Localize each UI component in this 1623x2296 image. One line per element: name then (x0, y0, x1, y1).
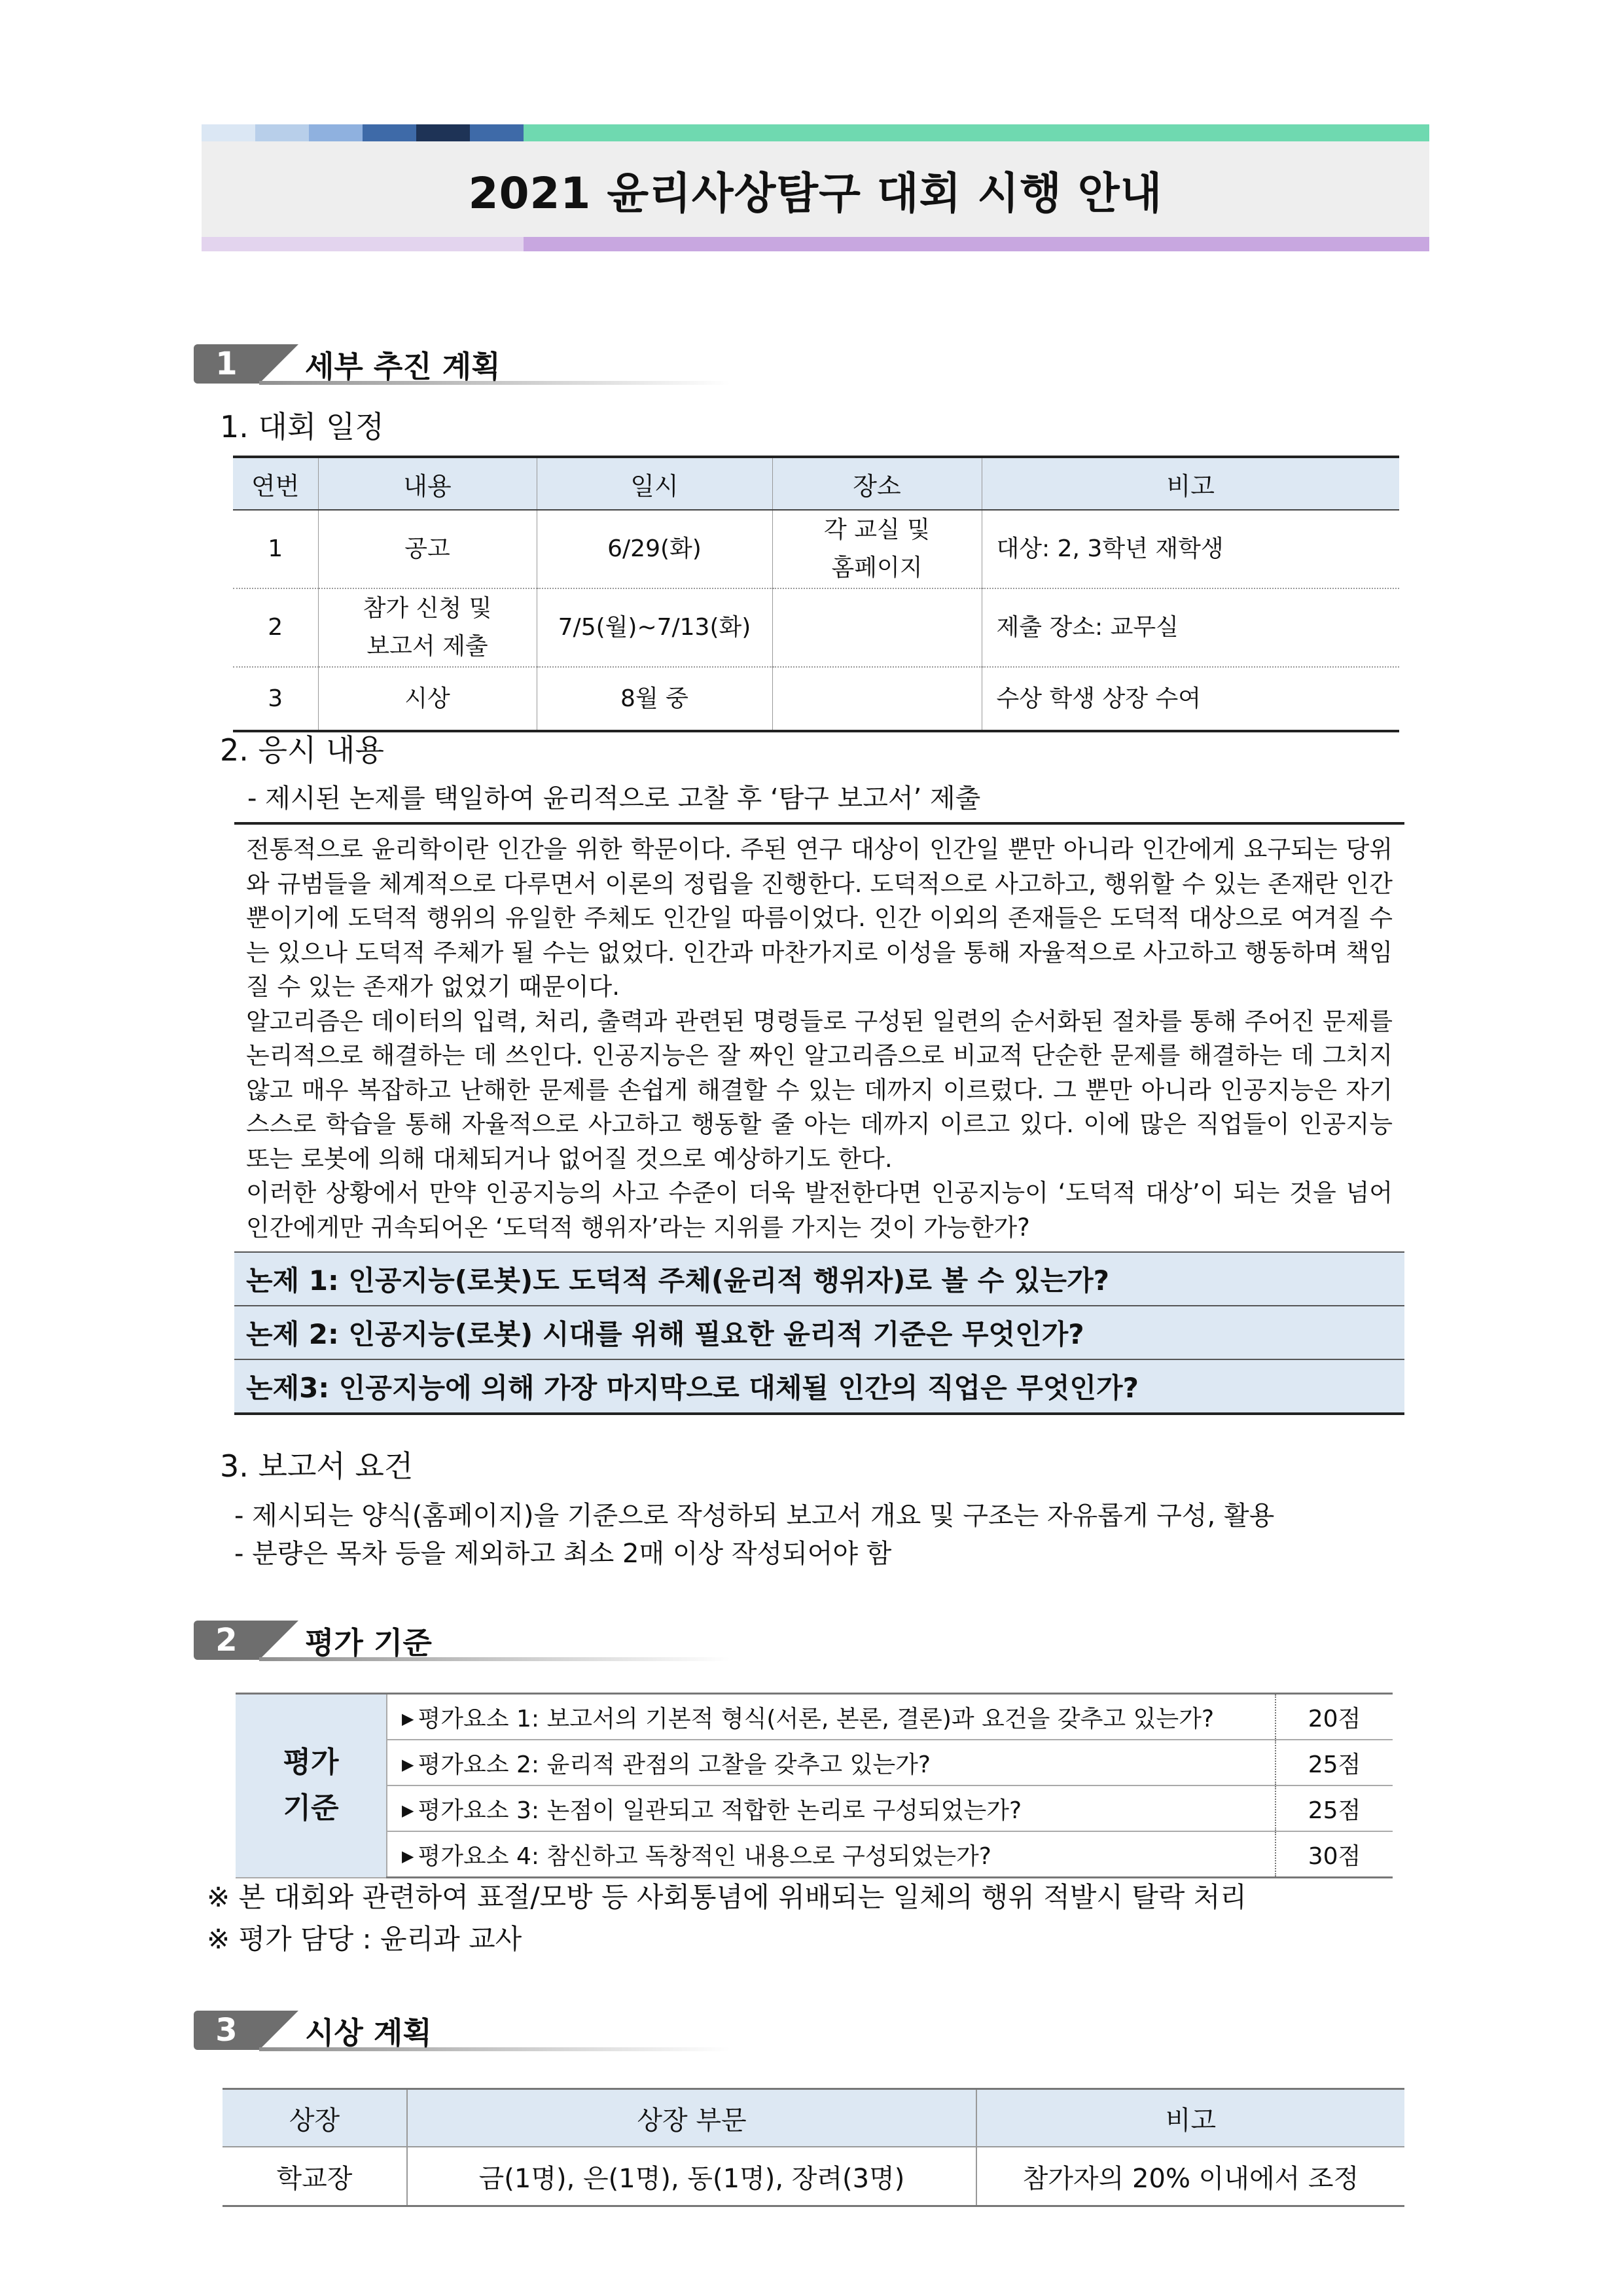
title-banner (202, 141, 1429, 237)
col-header-no: 연번 (233, 457, 318, 510)
evaluation-label-line2: 기준 (283, 1791, 339, 1825)
requirement-2: - 분량은 목차 등을 제외하고 최소 2매 이상 작성되어야 함 (234, 1539, 892, 1569)
col-header-remark: 비고 (976, 2089, 1404, 2147)
cell-date: 6/29(화) (537, 510, 772, 588)
col-header-category: 상장 부문 (407, 2089, 976, 2147)
section-3-heading (194, 2007, 730, 2054)
table-row (236, 1831, 1393, 1878)
cell-place-line1: 각 교실 및 (824, 516, 930, 543)
table-row (236, 1694, 1393, 1740)
note-evaluator: ※ 평가 담당 : 윤리과 교사 (207, 1923, 522, 1955)
requirement-1: - 제시되는 양식(홈페이지)을 기준으로 작성하되 보고서 개요 및 구조는 자유롭게 구성, 활용 (234, 1501, 1275, 1531)
triangle-bullet-icon: ▶ (402, 1755, 414, 1774)
evaluation-item-text: 평가요소 1: 보고서의 기본적 형식(서론, 본론, 결론)과 요건을 갖추고 있는가? (418, 1705, 1215, 1732)
table-row (233, 588, 1399, 667)
section-2-title: 평가 기준 (305, 1625, 432, 1660)
evaluation-score: 25점 (1275, 1740, 1393, 1785)
cell-note: 제출 장소: 교무실 (982, 588, 1399, 667)
cell-place (772, 588, 982, 667)
passage-text (234, 825, 1404, 1251)
subheading-exam-content: 2. 응시 내용 (220, 732, 384, 768)
col-header-place: 장소 (772, 457, 982, 510)
table-row (236, 1740, 1393, 1785)
section-1-title: 세부 추진 계획 (305, 349, 501, 384)
cell-content-line1: 참가 신청 및 (363, 595, 492, 622)
section-1-badge: 1 (194, 344, 259, 384)
cell-date: 7/5(월)~7/13(화) (537, 588, 772, 667)
col-header-note: 비고 (982, 457, 1399, 510)
passage-paragraph-2: 알고리즘은 데이터의 입력, 처리, 출력과 관련된 명령들로 구성된 일련의 순서화된 절차를 통해 주어진 문제를 논리적으로 해결하는 데 쓰인다. 인공지능은 잘 짜인 알고리즘으로 비교적 단순한 문제를 해결하는 데 그치지 않고 매우 복잡하고 난해한 문제를 손쉽게 해결할 수 있는 데까지 이르렀다. 그 뿐만 아니라 인공지능은 자기 스스로 학습을 통해 자율적으로 사고하고 행동할 줄 아는 데까지 이르고 있다. 이에 많은 직업들이 인공지능 또는 로봇에 의해 대체되거나 없어질 것으로 예상하기도 한다. (246, 1007, 1393, 1173)
title-deco-bar-6 (470, 124, 524, 141)
table-row (233, 510, 1399, 588)
evaluation-table (236, 1693, 1393, 1878)
evaluation-item (387, 1831, 1275, 1878)
schedule-table (233, 456, 1399, 732)
cell-place-line2: 홈페이지 (831, 554, 923, 581)
cell-no: 3 (233, 667, 318, 731)
title-underline-right (524, 237, 1429, 251)
cell-content (318, 588, 537, 667)
section-3-badge: 3 (194, 2011, 259, 2050)
topic-3: 논제3: 인공지능에 의해 가장 마지막으로 대체될 인간의 직업은 무엇인가? (234, 1359, 1404, 1415)
schedule-header-row (233, 457, 1399, 510)
title-deco-bar-1 (202, 124, 255, 141)
title-deco-bar-7 (524, 124, 1429, 141)
cell-date: 8월 중 (537, 667, 772, 731)
cell-content: 시상 (318, 667, 537, 731)
award-table (223, 2088, 1404, 2207)
note-plagiarism: ※ 본 대회와 관련하여 표절/모방 등 사회통념에 위배되는 일체의 행위 적발시 탈락 처리 (207, 1881, 1247, 1913)
title-deco-bar-2 (255, 124, 309, 141)
cell-content-line2: 보고서 제출 (366, 633, 488, 660)
evaluation-item-text: 평가요소 4: 참신하고 독창적인 내용으로 구성되었는가? (418, 1842, 991, 1870)
cell-remark: 참가자의 20% 이내에서 조정 (976, 2147, 1404, 2206)
evaluation-score: 25점 (1275, 1785, 1393, 1831)
cell-place (772, 510, 982, 588)
col-header-award: 상장 (223, 2089, 407, 2147)
title-deco-bar-4 (363, 124, 416, 141)
passage-paragraph-3: 이러한 상황에서 만약 인공지능의 사고 수준이 더욱 발전한다면 인공지능이 ‘도덕적 대상’이 되는 것을 넘어 인간에게만 귀속되어온 ‘도덕적 행위자’라는 지위를 가지는 것이 가능한가? (246, 1179, 1393, 1242)
cell-note: 대상: 2, 3학년 재학생 (982, 510, 1399, 588)
section-2-badge: 2 (194, 1621, 259, 1660)
page-title: 2021 윤리사상탐구 대회 시행 안내 (468, 168, 1163, 219)
table-row (223, 2147, 1404, 2206)
cell-no: 2 (233, 588, 318, 667)
section-2-badge-slant (259, 1621, 298, 1660)
evaluation-label (236, 1694, 387, 1878)
cell-place (772, 667, 982, 731)
title-deco-bar-3 (309, 124, 363, 141)
section-3-title: 시상 계획 (305, 2015, 432, 2051)
evaluation-item-text: 평가요소 3: 논점이 일관되고 적합한 논리로 구성되었는가? (418, 1797, 1022, 1824)
evaluation-item (387, 1785, 1275, 1831)
evaluation-item (387, 1740, 1275, 1785)
subheading-report-requirements: 3. 보고서 요건 (220, 1448, 414, 1484)
triangle-bullet-icon: ▶ (402, 1709, 414, 1728)
subheading-schedule: 1. 대회 일정 (220, 409, 384, 444)
evaluation-label-line1: 평가 (283, 1746, 339, 1780)
title-underline-left (202, 237, 524, 251)
title-deco-bar-5 (416, 124, 470, 141)
cell-no: 1 (233, 510, 318, 588)
award-header-row (223, 2089, 1404, 2147)
evaluation-score: 30점 (1275, 1831, 1393, 1878)
evaluation-score: 20점 (1275, 1694, 1393, 1740)
table-row (236, 1785, 1393, 1831)
topic-1: 논제 1: 인공지능(로봇)도 도덕적 주체(윤리적 행위자)로 볼 수 있는가? (234, 1251, 1404, 1305)
evaluation-item-text: 평가요소 2: 윤리적 관점의 고찰을 갖추고 있는가? (418, 1751, 931, 1778)
cell-content: 공고 (318, 510, 537, 588)
section-3-badge-slant (259, 2011, 298, 2050)
cell-note: 수상 학생 상장 수여 (982, 667, 1399, 731)
col-header-content: 내용 (318, 457, 537, 510)
triangle-bullet-icon: ▶ (402, 1801, 414, 1820)
triangle-bullet-icon: ▶ (402, 1846, 414, 1865)
passage-box (234, 822, 1404, 1415)
cell-award: 학교장 (223, 2147, 407, 2206)
topic-2: 논제 2: 인공지능(로봇) 시대를 위해 필요한 윤리적 기준은 무엇인가? (234, 1305, 1404, 1359)
col-header-date: 일시 (537, 457, 772, 510)
passage-paragraph-1: 전통적으로 윤리학이란 인간을 위한 학문이다. 주된 연구 대상이 인간일 뿐만 아니라 인간에게 요구되는 당위와 규범들을 체계적으로 다루면서 이론의 정립을 진행한다. 도덕적으로 사고하고, 행위할 수 있는 존재란 인간뿐이기에 도덕적 행위의 유일한 주체도 인간일 따름이었다. 인간 이외의 존재들은 도덕적 대상으로 여겨질 수는 있으나 도덕적 주체가 될 수는 없었다. 인간과 마찬가지로 이성을 통해 자율적으로 사고하고 행동하며 책임질 수 있는 존재가 없었기 때문이다. (246, 835, 1393, 1001)
section-2-heading (194, 1617, 730, 1664)
table-row (233, 667, 1399, 731)
evaluation-item (387, 1694, 1275, 1740)
section-1-badge-slant (259, 344, 298, 384)
exam-content-bullet: - 제시된 논제를 택일하여 윤리적으로 고찰 후 ‘탐구 보고서’ 제출 (247, 783, 981, 814)
section-1-heading (194, 340, 730, 387)
cell-category: 금(1명), 은(1명), 동(1명), 장려(3명) (407, 2147, 976, 2206)
